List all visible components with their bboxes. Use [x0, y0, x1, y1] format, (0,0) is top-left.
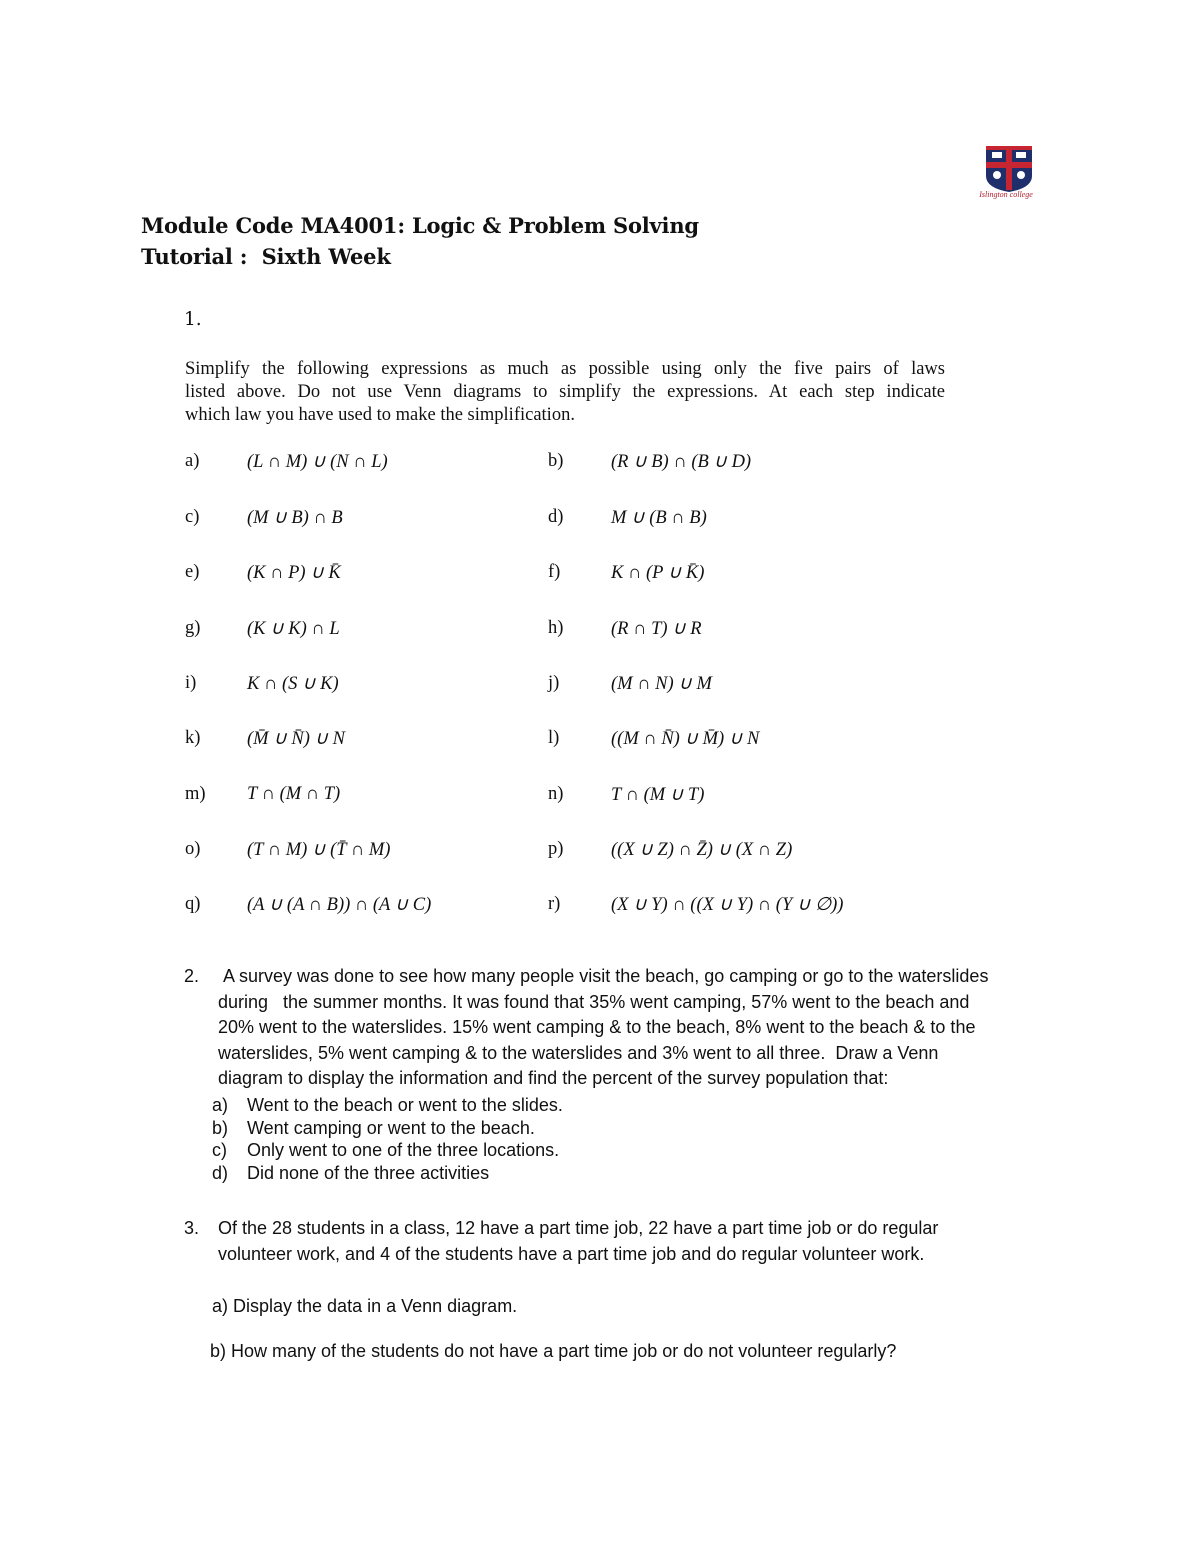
q2-line: 20% went to the waterslides. 15% went camping & to the beach, 8% went to the beach & to the	[218, 1017, 976, 1037]
q1-item-label: b)	[548, 451, 564, 471]
q1-item-expr: M ∪ (B ∩ B)	[611, 508, 707, 528]
tutorial-title: Tutorial : Sixth Week	[141, 244, 391, 269]
q1-item-label: n)	[548, 784, 564, 804]
q1-item-label: a)	[185, 451, 200, 471]
q2-sub-text: Went camping or went to the beach.	[247, 1117, 535, 1138]
q2-line: A survey was done to see how many people visit the beach, go camping or go to the waterslides	[223, 966, 989, 986]
q3-number: 3.	[184, 1218, 200, 1238]
q1-number: 1.	[184, 309, 202, 330]
q1-item-expr: (R ∪ B) ∩ (B ∪ D)	[611, 452, 752, 472]
q1-item-label: d)	[548, 507, 564, 527]
q1-item-expr: (K ∪ K) ∩ L	[247, 619, 340, 639]
q3-line: Of the 28 students in a class, 12 have a part time job, 22 have a part time job or do regular	[218, 1218, 939, 1238]
q2-sub-label: b)	[212, 1117, 229, 1138]
q1-intro-line: listed above. Do not use Venn diagrams to simplify the expressions. At each step indicate	[185, 382, 945, 402]
q3-part-b: b) How many of the students do not have a part time job or do not volunteer regularly?	[210, 1341, 897, 1361]
q1-item-expr: (R ∩ T) ∪ R	[611, 619, 702, 639]
q2-sub-label: d)	[212, 1162, 229, 1183]
q1-item-expr: (M̄ ∪ N̄) ∪ N	[247, 729, 345, 749]
q2-sub-text: Went to the beach or went to the slides.	[247, 1095, 563, 1115]
q1-item-expr: ((M ∩ N̄) ∪ M̄) ∪ N	[611, 729, 760, 749]
logo-text: Islington college	[979, 190, 1033, 199]
q1-intro-line: which law you have used to make the simplification.	[185, 405, 575, 425]
q1-item-expr: (M ∩ N) ∪ M	[611, 674, 712, 694]
q1-item-expr: (X ∪ Y) ∩ ((X ∪ Y) ∩ (Y ∪ ∅))	[611, 895, 844, 915]
q1-item-label: r)	[548, 894, 561, 914]
q1-item-label: j)	[548, 673, 560, 693]
q1-item-label: p)	[548, 839, 564, 859]
q1-item-label: e)	[185, 562, 200, 582]
q2-number: 2.	[184, 966, 200, 986]
module-title: Module Code MA4001: Logic & Problem Solving	[141, 213, 699, 238]
q1-item-label: g)	[185, 618, 201, 638]
q1-item-label: i)	[185, 673, 197, 693]
q2-sublist	[212, 1094, 912, 1184]
q1-item-expr: (A ∪ (A ∩ B)) ∩ (A ∪ C)	[247, 895, 432, 915]
q2-subitem	[212, 1117, 912, 1140]
q2-sub-label: a)	[212, 1095, 229, 1115]
crest-icon	[950, 142, 1060, 192]
q2-subitem	[212, 1139, 912, 1162]
college-logo	[950, 142, 1060, 204]
q1-item-expr: K ∩ (S ∪ K)	[247, 674, 339, 694]
q1-intro	[185, 358, 945, 427]
q2-subitem	[212, 1162, 912, 1185]
q1-item-label: h)	[548, 618, 564, 638]
q1-item-label: f)	[548, 562, 561, 582]
q2-body	[218, 964, 1098, 1092]
q2-subitem	[212, 1094, 912, 1117]
q1-item-label: k)	[185, 728, 201, 748]
q1-item-label: c)	[185, 507, 200, 527]
q3-part-a: a) Display the data in a Venn diagram.	[212, 1296, 518, 1316]
q2-line: during the summer months. It was found that 35% went camping, 57% went to the beach and	[218, 991, 970, 1012]
q1-item-expr: T ∩ (M ∩ T)	[247, 784, 341, 804]
q1-item-expr: (K ∩ P) ∪ K̄	[247, 563, 341, 583]
q2-sub-text: Did none of the three activities	[247, 1162, 490, 1183]
q1-item-expr: K ∩ (P ∪ K̄)	[611, 563, 705, 583]
q1-item-expr: T ∩ (M ∪ T)	[611, 785, 705, 805]
q1-intro-line: Simplify the following expressions as much as possible using only the five pairs of laws	[185, 359, 945, 379]
q1-item-label: q)	[185, 894, 201, 914]
q1-item-label: l)	[548, 728, 560, 748]
q1-item-label: o)	[185, 839, 201, 859]
q1-item-expr: (T ∩ M) ∪ (T̄ ∩ M)	[247, 840, 391, 860]
q1-item-expr: ((X ∪ Z) ∩ Z̄) ∪ (X ∩ Z)	[611, 840, 793, 860]
q3-line: volunteer work, and 4 of the students have a part time job and do regular volunteer work.	[218, 1243, 925, 1264]
q2-sub-text: Only went to one of the three locations.	[247, 1140, 560, 1160]
q2-line: waterslides, 5% went camping & to the waterslides and 3% went to all three. Draw a Venn	[218, 1042, 939, 1063]
q2-sub-label: c)	[212, 1140, 227, 1160]
q1-item-label: m)	[185, 784, 206, 804]
q3-body	[218, 1216, 1098, 1267]
q2-line: diagram to display the information and find the percent of the survey population that:	[218, 1068, 889, 1088]
q1-item-expr: (M ∪ B) ∩ B	[247, 508, 343, 528]
q1-item-expr: (L ∩ M) ∪ (N ∩ L)	[247, 452, 388, 472]
